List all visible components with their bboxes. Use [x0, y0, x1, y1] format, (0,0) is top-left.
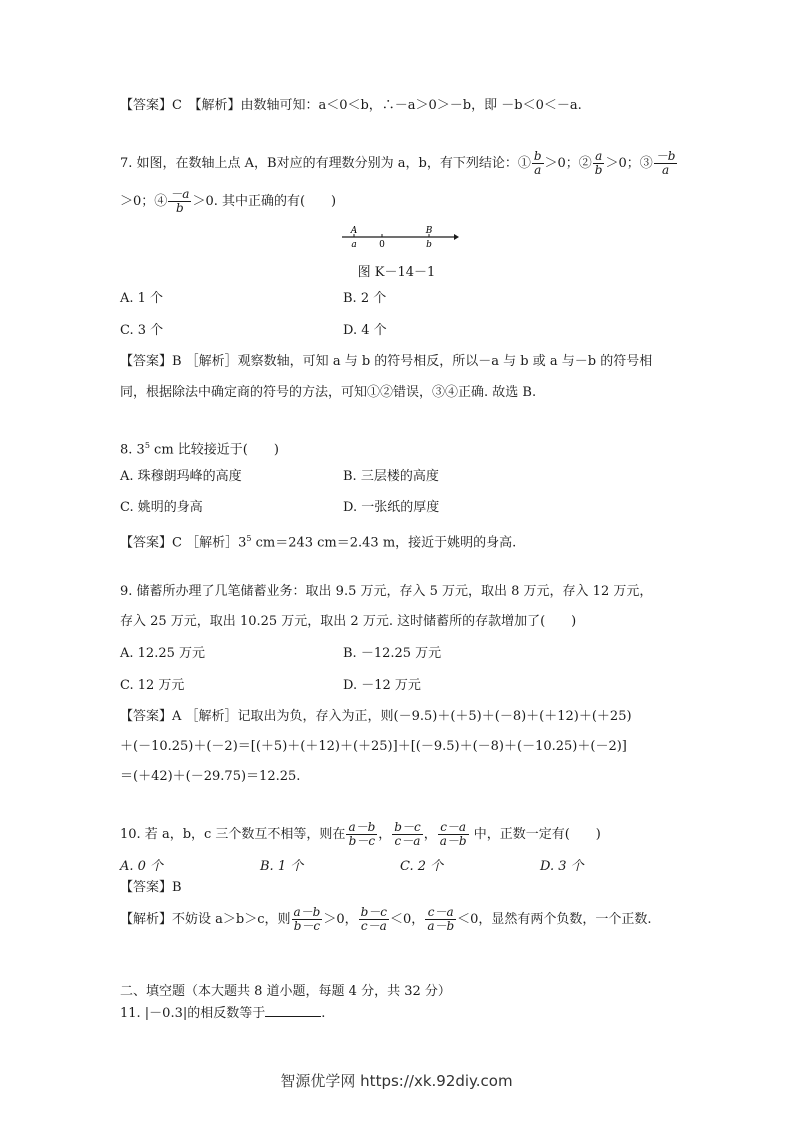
q9-stem-line2: 存入 25 万元，取出 10.25 万元，取出 2 万元. 这时储蓄所的存款增加了( )	[120, 614, 577, 629]
q9-option-d: D. －12 万元	[343, 678, 421, 693]
q10-option-d: D. 3 个	[540, 859, 584, 874]
q7-fraction-3: $\frac{-b}{a}$	[655, 149, 676, 177]
footer-watermark: 智源优学网 https://xk.92diy.com	[280, 1072, 513, 1090]
q8-option-c: C. 姚明的身高	[120, 500, 203, 515]
q7-answer-line1: 【答案】B ［解析］观察数轴，可知 a 与 b 的符号相反，所以－a 与 b 或 a 与－b 的符号相	[120, 354, 653, 369]
q9-option-b: B. －12.25 万元	[343, 646, 442, 661]
q9-answer-line1: 【答案】A ［解析］记取出为负，存入为正，则(－9.5)＋(＋5)＋(－8)＋(＋12)＋(＋25)	[120, 709, 632, 724]
q10-option-b: B. 1 个	[260, 859, 304, 874]
q10-analysis-fraction-3: $\frac{c-a}{a-b}$	[427, 905, 455, 933]
q9-stem-line1: 9. 储蓄所办理了几笔储蓄业务：取出 9.5 万元，存入 5 万元，取出 8 万元，存入 12 万元，	[120, 584, 653, 599]
q10-analysis-fraction-2: $\frac{b-c}{c-a}$	[360, 905, 388, 933]
q10-fraction-1: $\frac{a-b}{b-c}$	[348, 820, 376, 848]
q10-fraction-3: $\frac{c-a}{a-b}$	[439, 820, 467, 848]
q6-answer: 【答案】C 【解析】由数轴可知：a＜0＜b，∴－a＞0＞－b，即 －b＜0＜－a.	[120, 98, 582, 113]
q7-relation-1: ＞0；②	[544, 156, 592, 171]
q7-option-b: B. 2 个	[343, 291, 387, 306]
q10-answer: 【答案】B	[120, 880, 182, 895]
figure-caption: 图 K－14－1	[357, 265, 436, 280]
q10-fraction-2: $\frac{b-c}{c-a}$	[394, 820, 421, 848]
q10-option-a: A. 0 个	[120, 859, 164, 874]
q7-answer-line2: 同，根据除法中确定商的符号的方法，可知①②错误，③④正确. 故选 B.	[120, 385, 537, 400]
q10-stem: 10. 若 a，b，c 三个数互不相等，则在 $\frac{a-b}{b-c}$ ， $\frac{b-c}{c-a}$ ， $\frac{c-a}{a-b}$ 中，正数一定有( )	[120, 820, 601, 848]
point-label-B: B	[425, 226, 433, 236]
q10-analysis: 【解析】不妨设 a＞b＞c，则 $\frac{a-b}{b-c}$ ＞0， $\frac{b-c}{c-a}$ ＜0， $\frac{c-a}{a-b}$ ＜0，显然有两个负数，一个正数.	[120, 905, 652, 933]
number-line-figure	[340, 226, 460, 250]
q7-option-a: A. 1 个	[120, 291, 164, 306]
q9-answer-line2: ＋(－10.25)＋(－2)＝[(＋5)＋(＋12)＋(＋25)]＋[(－9.5)＋(－8)＋(－10.25)＋(－2)]	[120, 739, 627, 754]
q8-option-a: A. 珠穆朗玛峰的高度	[120, 469, 242, 484]
q9-option-c: C. 12 万元	[120, 678, 185, 693]
tick-label-0: 0	[379, 240, 385, 250]
q7-stem-line1	[120, 150, 678, 177]
q7-option-c: C. 3 个	[120, 323, 164, 338]
q7-question-end: ＞0. 其中正确的有( )	[192, 194, 337, 209]
q7-relation-2: ＞0；③	[605, 156, 653, 171]
q7-stem-line2	[120, 188, 336, 215]
q9-option-a: A. 12.25 万元	[120, 646, 206, 661]
number-line-arrow	[454, 234, 459, 240]
q8-option-b: B. 三层楼的高度	[343, 469, 439, 484]
q10-option-c: C. 2 个	[400, 859, 444, 874]
tick-label-b: b	[426, 240, 432, 250]
q8-option-d: D. 一张纸的厚度	[343, 500, 440, 515]
point-label-A: A	[350, 226, 358, 236]
q9-answer-line3: ＝(＋42)＋(－29.75)＝12.25.	[120, 769, 301, 784]
q7-fraction-2: $\frac{a}{b}$	[594, 149, 603, 177]
tick-label-a: a	[351, 240, 357, 250]
q10-analysis-fraction-1: $\frac{a-b}{b-c}$	[293, 905, 321, 933]
q8-answer: 【答案】C ［解析$]3^5$ cm＝243 cm＝2.43 m，接近于姚明的身高.	[120, 534, 517, 551]
q7-fraction-4: $\frac{-a}{b}$	[170, 187, 190, 215]
q8-stem: 8. $3^5$ cm 比较接近于( )	[120, 441, 279, 458]
q7-relation-3: ＞0；④	[120, 194, 168, 209]
q11-stem: 11. |－0.3|的相反数等于 .	[120, 1006, 326, 1021]
q7-fraction-1: $\frac{b}{a}$	[533, 149, 542, 177]
section-2-title: 二、填空题（本大题共 8 道小题，每题 4 分，共 32 分）	[120, 984, 451, 999]
q7-option-d: D. 4 个	[343, 323, 387, 338]
q11-answer-blank	[265, 1004, 321, 1017]
q7-stem-text: 7. 如图，在数轴上点 A，B对应的有理数分别为 a，b，有下列结论：①	[120, 156, 531, 171]
